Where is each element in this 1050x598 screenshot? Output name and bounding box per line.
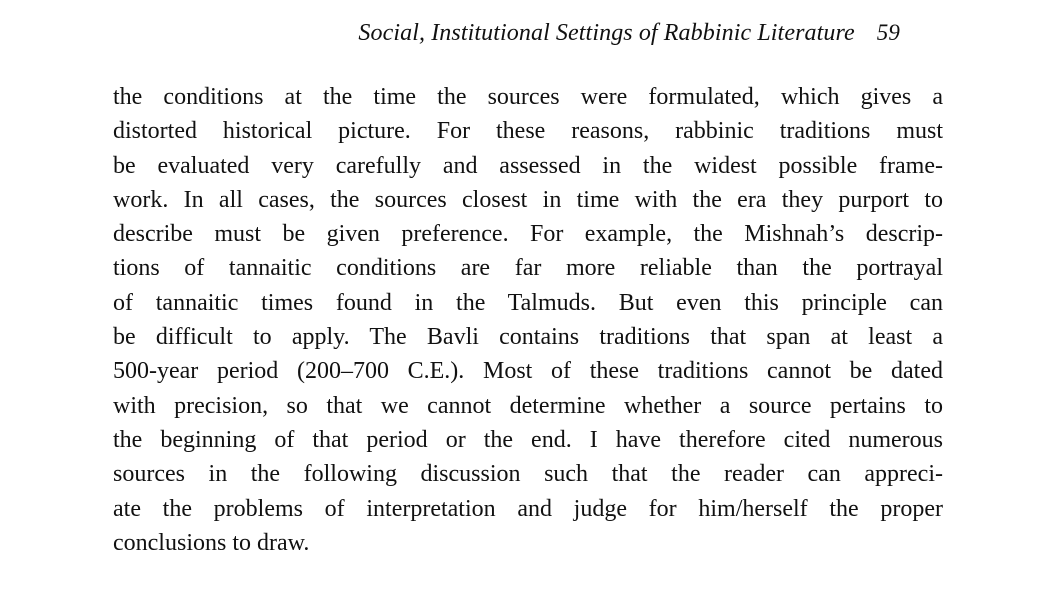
running-header xyxy=(240,20,900,54)
text-line: distorted historical picture. For these reasons, rabbinic traditions must xyxy=(113,118,943,145)
text-line: of tannaitic times found in the Talmuds. But even this principle can xyxy=(113,289,943,316)
text-line: 500-year period (200–700 C.E.). Most of these traditions cannot be dated xyxy=(113,358,943,385)
running-header-title: Social, Institutional Settings of Rabbinic Literature xyxy=(358,20,855,46)
text-line: with precision, so that we cannot determine whether a source pertains to xyxy=(113,392,943,419)
text-line: be difficult to apply. The Bavli contains traditions that span at least a xyxy=(113,324,943,351)
text-line: sources in the following discussion such that the reader can appreci- xyxy=(113,461,943,488)
page-number: 59 xyxy=(876,20,900,45)
text-line: ate the problems of interpretation and judge for him/herself the proper xyxy=(113,495,943,522)
text-line: describe must be given preference. For example, the Mishnah’s descrip- xyxy=(113,221,943,248)
text-line: be evaluated very carefully and assessed in the widest possible frame- xyxy=(113,152,943,179)
text-line: work. In all cases, the sources closest in time with the era they purport to xyxy=(113,186,943,213)
text-line: conclusions to draw. xyxy=(113,529,310,556)
body-paragraph xyxy=(113,80,943,560)
text-line: tions of tannaitic conditions are far more reliable than the portrayal xyxy=(113,255,943,282)
text-line: the beginning of that period or the end. I have therefore cited numerous xyxy=(113,426,943,453)
text-line: the conditions at the time the sources were formulated, which gives a xyxy=(113,84,943,110)
